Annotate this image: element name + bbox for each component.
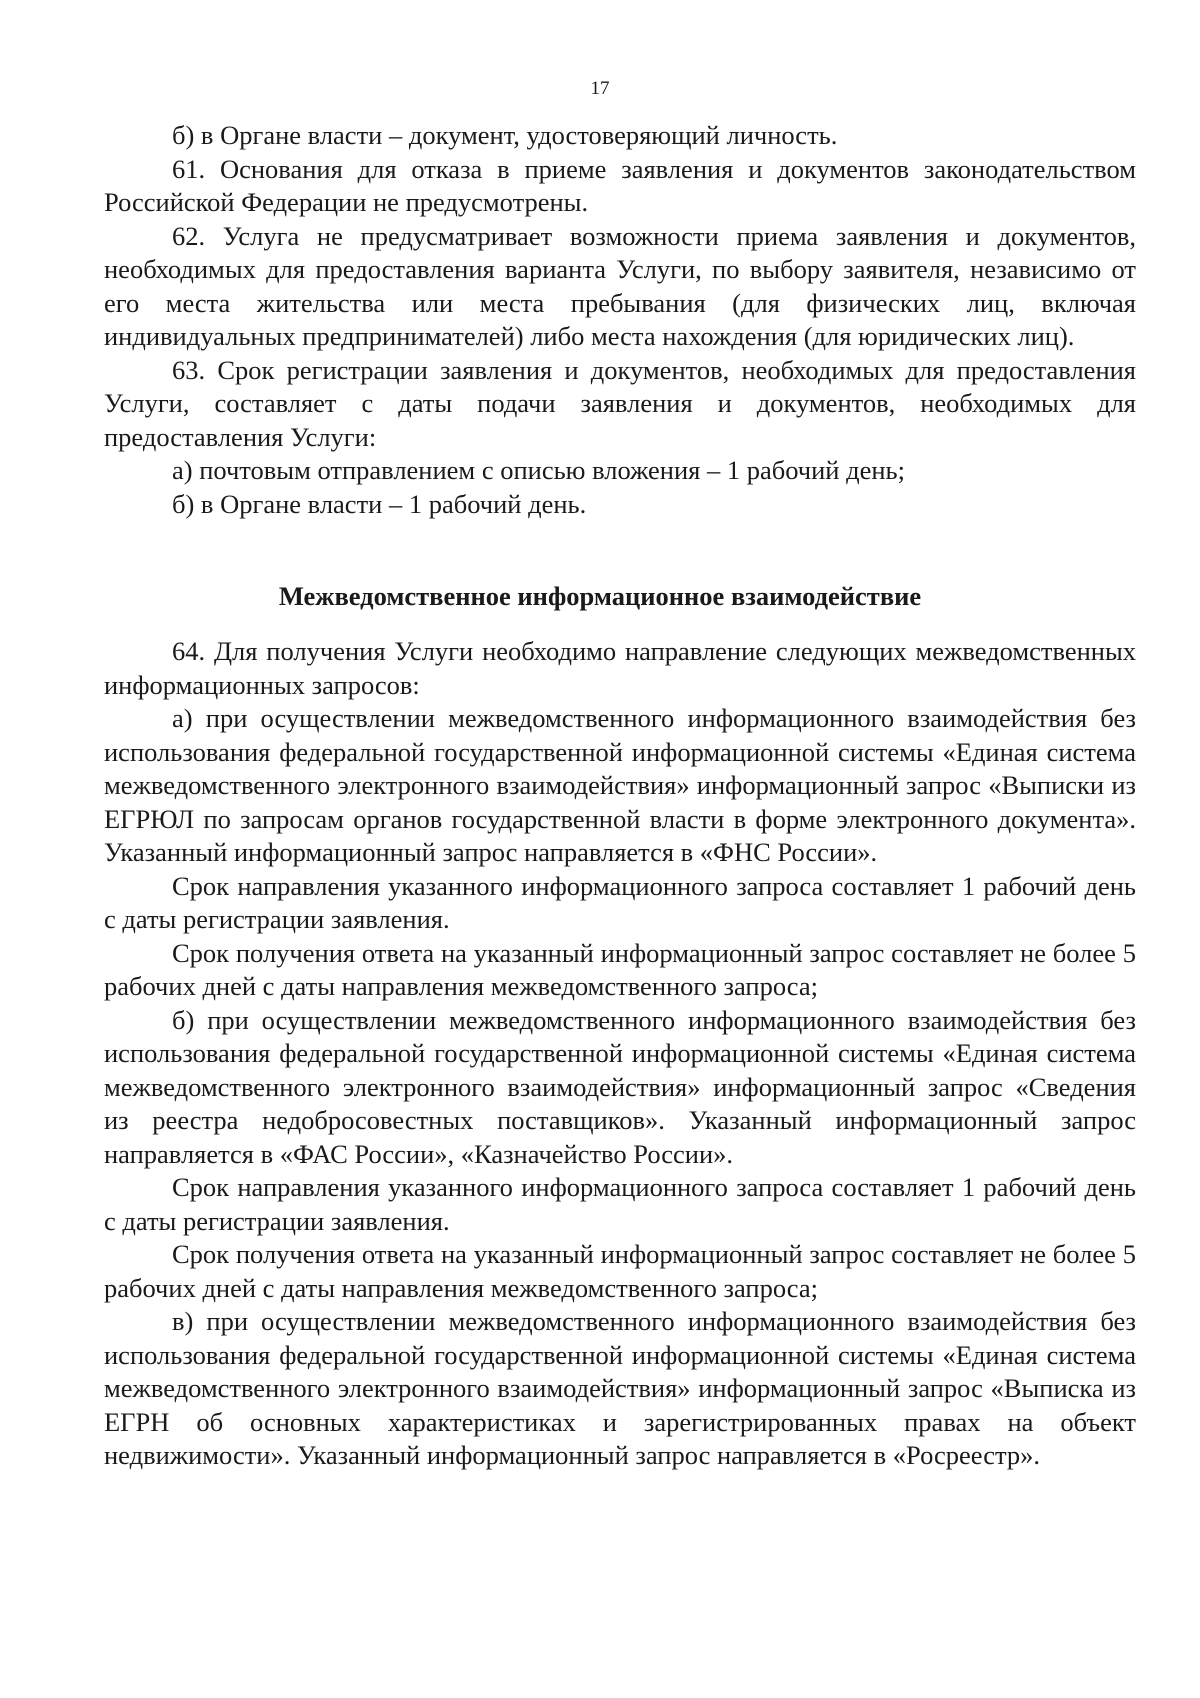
paragraph: а) при осуществлении межведомственного информационного взаимодействия без использования федеральной государственной информационной системы «Единая система межведомственного электронного взаимодействия» информационный запрос «Выписки из ЕГРЮЛ по запросам органов государственной власти в форме электронного документа». Указанный информационный запрос направляется в «ФНС России». (104, 703, 1136, 867)
paragraph: б) в Органе власти – 1 рабочий день. (172, 488, 587, 519)
paragraph: а) почтовым отправлением с описью вложения – 1 рабочий день; (172, 455, 905, 485)
section-heading: Межведомственное информационное взаимодействие (278, 581, 922, 611)
paragraph: Срок направления указанного информационного запроса составляет 1 рабочий день с даты регистрации заявления. (104, 870, 1136, 934)
paragraph: Срок получения ответа на указанный информационный запрос составляет не более 5 рабочих дней с даты направления межведомственного запроса; (104, 1239, 1136, 1303)
text-block-before-heading (104, 119, 1136, 521)
page-number: 17 (590, 78, 610, 99)
paragraph: 62. Услуга не предусматривает возможности приема заявления и документов, необходимых для предоставления варианта Услуги, по выбору заявителя, независимо от его места жительства или места пребывания (для физических лиц, включая индивидуальных предпринимателей) либо места нахождения (для юридических лиц). (104, 220, 1136, 351)
text-block-after-heading (104, 635, 1136, 1473)
paragraph: б) при осуществлении межведомственного информационного взаимодействия без использования федеральной государственной информационной системы «Единая система межведомственного электронного взаимодействия» информационный запрос «Сведения из реестра недобросовестных поставщиков». Указанный информационный запрос направляется в «ФАС России», «Казначейство России». (104, 1004, 1136, 1169)
paragraph: 61. Основания для отказа в приеме заявления и документов законодательством Российской Федерации не предусмотрены. (104, 153, 1136, 217)
paragraph: Срок направления указанного информационного запроса составляет 1 рабочий день с даты регистрации заявления. (104, 1172, 1136, 1236)
paragraph: 64. Для получения Услуги необходимо направление следующих межведомственных информационных запросов: (104, 636, 1136, 700)
paragraph: б) в Органе власти – документ, удостоверяющий личность. (172, 120, 838, 150)
paragraph: 63. Срок регистрации заявления и документов, необходимых для предоставления Услуги, составляет с даты подачи заявления и документов, необходимых для предоставления Услуги: (104, 354, 1136, 452)
paragraph: Срок получения ответа на указанный информационный запрос составляет не более 5 рабочих дней с даты направления межведомственного запроса; (104, 937, 1136, 1001)
paragraph: в) при осуществлении межведомственного информационного взаимодействия без использования федеральной государственной информационной системы «Единая система межведомственного электронного взаимодействия» информационный запрос «Выписка из ЕГРН об основных характеристиках и зарегистрированных правах на объект недвижимости». Указанный информационный запрос направляется в «Росреестр». (104, 1306, 1136, 1470)
